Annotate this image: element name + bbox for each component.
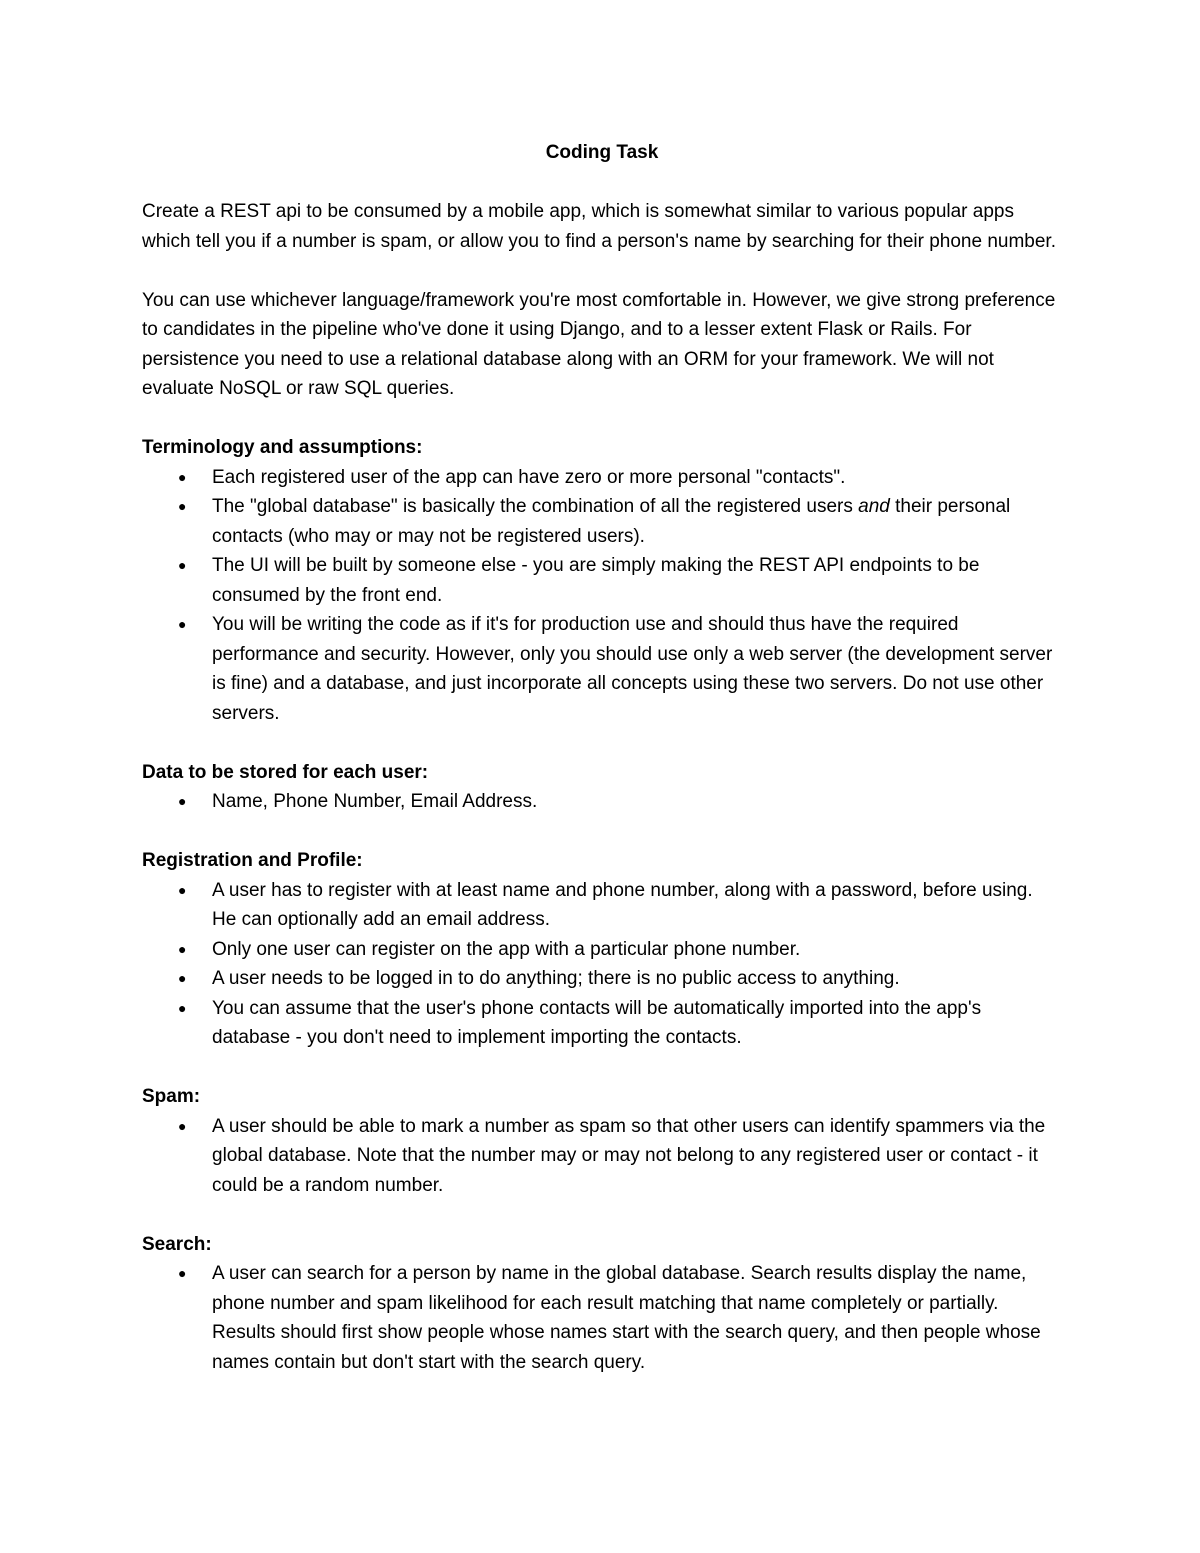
spam-list [142,1112,1062,1201]
list-item: ● The "global database" is basically the combination of all the registered users and their personal contacts (who may or may not be registered users). [142,492,1062,551]
bullet-icon: ● [178,999,187,1016]
bullet-icon: ● [178,940,187,957]
bullet-icon: ● [178,881,187,898]
terminology-list [142,463,1062,729]
search-list [142,1259,1062,1377]
search-heading: Search: [142,1233,212,1255]
spam-heading: Spam: [142,1086,201,1107]
list-item: ● The UI will be built by someone else - you are simply making the REST API endpoints to be consumed by the front end. [142,551,1062,610]
terminology-heading: Terminology and assumptions: [142,437,423,458]
registration-list [142,876,1062,1053]
list-item: ● Name, Phone Number, Email Address. [142,787,1062,817]
bullet-icon: ● [178,1265,187,1281]
list-item: ● A user needs to be logged in to do anything; there is no public access to anything. [142,964,1062,994]
registration-heading: Registration and Profile: [142,850,363,871]
framework-paragraph: You can use whichever language/framework you're most comfortable in. However, we give strong preference to candidates in the pipeline who've done it using Django, and to a lesser extent Flask or Rails. For persistence you need to use a relational database along with an ORM for your framework. We will not evaluate NoSQL or raw SQL queries. [142,289,1056,399]
bullet-icon: ● [178,616,187,632]
data-list [142,787,1062,817]
list-item: ● You will be writing the code as if it's for production use and should thus have the required performance and security. However, only you should use only a web server (the development server is fine) and a database, and just incorporate all concepts using these two servers. Do not use other servers. [142,610,1062,728]
bullet-icon: ● [178,793,187,809]
document-title: Coding Task [545,142,659,163]
intro-paragraph: Create a REST api to be consumed by a mobile app, which is somewhat similar to various popular apps which tell you if a number is spam, or allow you to find a person's name by searching for their phone number. [142,201,1056,252]
list-item: ● A user can search for a person by name in the global database. Search results display the name, phone number and spam likelihood for each result matching that name completely or partially. Results should first show people whose names start with the search query, and then people whose names contain but don't start with the search query. [142,1259,1062,1377]
document-page [142,138,1062,1407]
list-item: ● Only one user can register on the app with a particular phone number. [142,935,1062,965]
bullet-icon: ● [178,498,187,514]
list-item: ● You can assume that the user's phone contacts will be automatically imported into the app's database - you don't need to implement importing the contacts. [142,994,1062,1053]
bullet-icon: ● [178,1117,187,1134]
list-item: ● A user has to register with at least name and phone number, along with a password, before using. He can optionally add an email address. [142,876,1062,935]
bullet-icon: ● [178,970,187,986]
bullet-icon: ● [178,468,187,485]
list-item: ● A user should be able to mark a number as spam so that other users can identify spammers via the global database. Note that the number may or may not belong to any registered user or contact - it could be a random number. [142,1112,1062,1201]
emphasis-and: and [858,496,890,517]
bullet-icon: ● [178,557,187,573]
data-heading: Data to be stored for each user: [142,761,429,783]
list-item: ● Each registered user of the app can have zero or more personal "contacts". [142,463,1062,493]
